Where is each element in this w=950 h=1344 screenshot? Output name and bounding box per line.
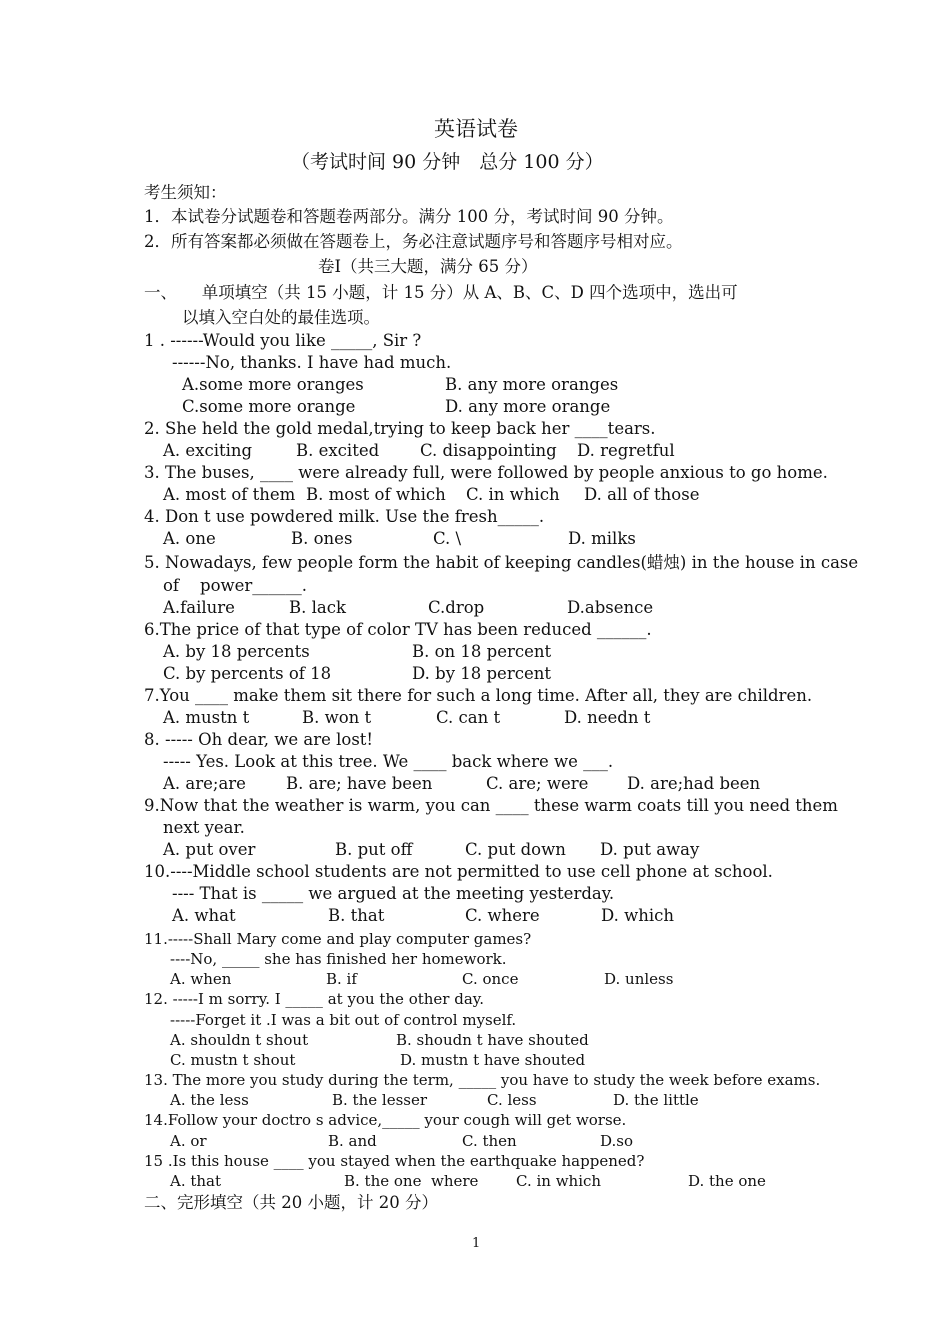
section1-heading: 一、 单项填空（共 15 小题，计 15 分）从 A、B、C、D 四个选项中，选出可 [144, 283, 738, 302]
question-9-option-a: A. put over [163, 840, 256, 859]
question-9-option-b: B. put off [335, 840, 413, 859]
question-13-option-d: D. the little [613, 1091, 699, 1109]
question-12-option-c: C. mustn t shout [170, 1051, 296, 1069]
question-11-option-a: A. when [170, 970, 232, 988]
question-13-stem: 13. The more you study during the term, _____ you have to study the week before exams. [144, 1071, 821, 1089]
question-11-option-b: B. if [326, 970, 357, 988]
question-8-stem: 8. ----- Oh dear, we are lost! [144, 730, 374, 749]
question-5-option-d: D.absence [567, 598, 654, 617]
question-15-stem: 15 .Is this house ____ you stayed when the earthquake happened? [144, 1152, 645, 1170]
question-8-option-d: D. are;had been [627, 774, 761, 793]
question-15-option-d: D. the one [688, 1172, 766, 1190]
question-5-stem: 5. Nowadays, few people form the habit of keeping candles(蜡烛) in the house in case [144, 553, 859, 572]
question-7-option-c: C. can t [436, 708, 501, 727]
question-1-stem: 1 . ------Would you like _____, Sir ? [144, 331, 422, 350]
question-4-option-b: B. ones [291, 529, 353, 548]
question-9-option-c: C. put down [465, 840, 566, 859]
question-5-stem-continued: of power______. [163, 576, 308, 595]
question-2-option-d: D. regretful [577, 441, 675, 460]
question-13-option-c: C. less [487, 1091, 537, 1109]
question-2-option-a: A. exciting [163, 441, 253, 460]
question-9-stem: 9.Now that the weather is warm, you can ____ these warm coats till you need them [144, 796, 838, 815]
question-13-option-a: A. the less [170, 1091, 249, 1109]
question-5-option-b: B. lack [289, 598, 346, 617]
question-11-reply: ----No, _____ she has finished her homework. [170, 950, 507, 968]
section1-instruction: 以填入空白处的最佳选项。 [182, 308, 380, 327]
notice-heading: 考生须知： [144, 183, 227, 202]
question-10-stem: 10.----Middle school students are not permitted to use cell phone at school. [144, 862, 773, 881]
notice-item-1: 1．本试卷分试题卷和答题卷两部分。满分 100 分，考试时间 90 分钟。 [144, 207, 674, 226]
question-3-option-d: D. all of those [584, 485, 700, 504]
question-15-option-c: C. in which [516, 1172, 602, 1190]
question-12-option-d: D. mustn t have shouted [400, 1051, 586, 1069]
page-number: 1 [472, 1236, 481, 1251]
question-10-reply: ---- That is _____ we argued at the meeting yesterday. [172, 884, 615, 903]
question-6-option-c: C. by percents of 18 [163, 664, 332, 683]
question-4-option-c: C. \ [433, 529, 462, 548]
question-1-option-b: B. any more oranges [445, 375, 619, 394]
question-4-option-d: D. milks [568, 529, 636, 548]
question-6-option-b: B. on 18 percent [412, 642, 552, 661]
page-title: 英语试卷 [434, 117, 518, 141]
question-12-option-a: A. shouldn t shout [170, 1031, 309, 1049]
question-14-stem: 14.Follow your doctro s advice,_____ your cough will get worse. [144, 1111, 627, 1129]
question-1-option-a: A.some more oranges [182, 375, 364, 394]
question-13-option-b: B. the lesser [332, 1091, 428, 1109]
question-8-option-c: C. are; were [486, 774, 589, 793]
question-1-reply: ------No, thanks. I have had much. [172, 353, 452, 372]
question-7-option-b: B. won t [302, 708, 372, 727]
question-5-option-c: C.drop [428, 598, 485, 617]
question-11-option-d: D. unless [604, 970, 674, 988]
question-6-stem: 6.The price of that type of color TV has been reduced ______. [144, 620, 652, 639]
question-5-option-a: A.failure [163, 598, 235, 617]
question-14-option-a: A. or [170, 1132, 207, 1150]
question-10-option-b: B. that [328, 906, 385, 925]
question-4-option-a: A. one [163, 529, 216, 548]
question-15-option-a: A. that [170, 1172, 222, 1190]
question-12-option-b: B. shoudn t have shouted [396, 1031, 589, 1049]
question-10-option-a: A. what [172, 906, 236, 925]
question-15-option-b: B. the one where [344, 1172, 479, 1190]
question-11-stem: 11.-----Shall Mary come and play computer games? [144, 930, 532, 948]
notice-item-2: 2．所有答案都必须做在答题卷上，务必注意试题序号和答题序号相对应。 [144, 232, 683, 251]
question-2-option-b: B. excited [296, 441, 380, 460]
question-10-option-d: D. which [601, 906, 675, 925]
question-3-option-b: B. most of which [306, 485, 446, 504]
question-8-option-b: B. are; have been [286, 774, 433, 793]
question-9-stem-continued: next year. [163, 818, 245, 837]
question-9-option-d: D. put away [600, 840, 700, 859]
question-14-option-b: B. and [328, 1132, 377, 1150]
volume-heading: 卷Ⅰ（共三大题，满分 65 分） [318, 257, 538, 276]
section2-heading: 二、完形填空（共 20 小题，计 20 分） [144, 1193, 438, 1212]
question-7-option-d: D. needn t [564, 708, 651, 727]
question-6-option-d: D. by 18 percent [412, 664, 551, 683]
question-10-option-c: C. where [465, 906, 540, 925]
question-12-reply: -----Forget it .I was a bit out of control myself. [170, 1011, 517, 1029]
question-14-option-d: D.so [600, 1132, 633, 1150]
question-11-option-c: C. once [462, 970, 519, 988]
question-2-stem: 2. She held the gold medal,trying to keep back her ____tears. [144, 419, 656, 438]
page-subtitle: （考试时间 90 分钟 总分 100 分） [291, 151, 604, 173]
question-3-option-c: C. in which [466, 485, 560, 504]
question-1-option-d: D. any more orange [445, 397, 611, 416]
question-14-option-c: C. then [462, 1132, 517, 1150]
question-1-option-c: C.some more orange [182, 397, 356, 416]
question-3-stem: 3. The buses, ____ were already full, were followed by people anxious to go home. [144, 463, 828, 482]
question-4-stem: 4. Don t use powdered milk. Use the fresh_____. [144, 507, 545, 526]
question-3-option-a: A. most of them [163, 485, 296, 504]
question-8-option-a: A. are;are [163, 774, 246, 793]
question-12-stem: 12. -----I m sorry. I _____ at you the other day. [144, 990, 485, 1008]
question-8-reply: ----- Yes. Look at this tree. We ____ back where we ___. [163, 752, 614, 771]
question-7-stem: 7.You ____ make them sit there for such a long time. After all, they are children. [144, 686, 813, 705]
question-2-option-c: C. disappointing [420, 441, 557, 460]
question-7-option-a: A. mustn t [163, 708, 250, 727]
question-6-option-a: A. by 18 percents [163, 642, 310, 661]
